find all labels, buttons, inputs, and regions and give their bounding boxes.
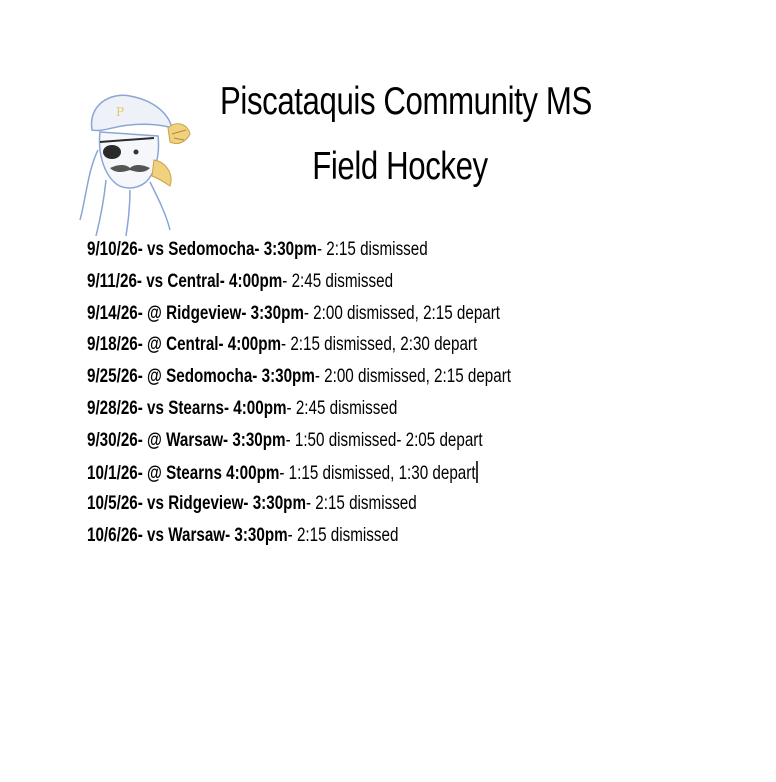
game-detail: - 2:15 dismissed, 2:30 depart [281,333,478,356]
game-opponent: @ Central- [142,333,224,356]
game-time: 3:30pm [246,301,304,324]
schedule-row [87,238,586,270]
game-date: 10/5/26- [87,492,143,515]
schedule-row [87,302,586,334]
game-date: 10/6/26- [87,524,143,547]
game-date: 9/25/26- [87,365,143,388]
game-date: 9/18/26- [87,333,143,356]
game-date: 9/10/26- [87,238,143,260]
game-time: 4:00pm [223,333,282,356]
game-time: 4:00pm [229,396,287,419]
page-title: Piscataquis Community MS [220,80,592,123]
game-date: 9/14/26- [87,301,143,324]
schedule-row [87,333,586,365]
game-detail: - 2:00 dismissed, 2:15 depart [303,301,501,324]
game-time: 3:30pm [257,365,315,388]
text-cursor [476,461,478,483]
game-time: 3:30pm [230,524,288,547]
game-detail: - 2:15 dismissed [316,238,428,260]
schedule-row [87,397,586,429]
game-opponent: vs Central- [141,269,225,292]
game-detail: - 1:15 dismissed, 1:30 depart [279,461,476,484]
game-opponent: @ Sedomocha- [142,365,258,388]
game-time: 4:00pm [224,269,283,292]
game-opponent: vs Sedomocha- [142,238,260,260]
schedule-list [87,238,727,556]
schedule-row [87,270,586,302]
game-date: 9/11/26- [87,269,142,292]
game-detail: - 2:00 dismissed, 2:15 depart [314,365,512,388]
game-time: 3:30pm [228,428,286,451]
game-time: 3:30pm [248,492,306,515]
game-date: 10/1/26- [87,461,143,484]
schedule-row [87,429,586,461]
game-opponent: vs Stearns- [142,396,230,419]
game-date: 9/30/26- [87,428,143,451]
game-date: 9/28/26- [87,396,143,419]
schedule-row [87,365,586,397]
game-opponent: vs Warsaw- [142,524,231,547]
svg-text:P: P [116,105,125,119]
game-detail: - 2:15 dismissed [305,492,417,515]
game-detail: - 2:45 dismissed [282,269,394,292]
game-opponent: @ Warsaw- [142,428,229,451]
game-time: 4:00pm [221,461,280,484]
game-detail: - 1:50 dismissed- 2:05 depart [285,428,483,451]
page-subtitle: Field Hockey [312,145,488,188]
schedule-row [87,461,586,493]
game-opponent: @ Stearns [142,461,222,484]
game-opponent: @ Ridgeview- [142,301,247,324]
schedule-row [87,492,586,524]
game-time: 3:30pm [259,238,317,260]
game-detail: - 2:45 dismissed [286,396,398,419]
schedule-row [87,524,586,556]
game-opponent: vs Ridgeview- [142,492,249,515]
game-detail: - 2:15 dismissed [287,524,399,547]
title-block [175,72,625,186]
